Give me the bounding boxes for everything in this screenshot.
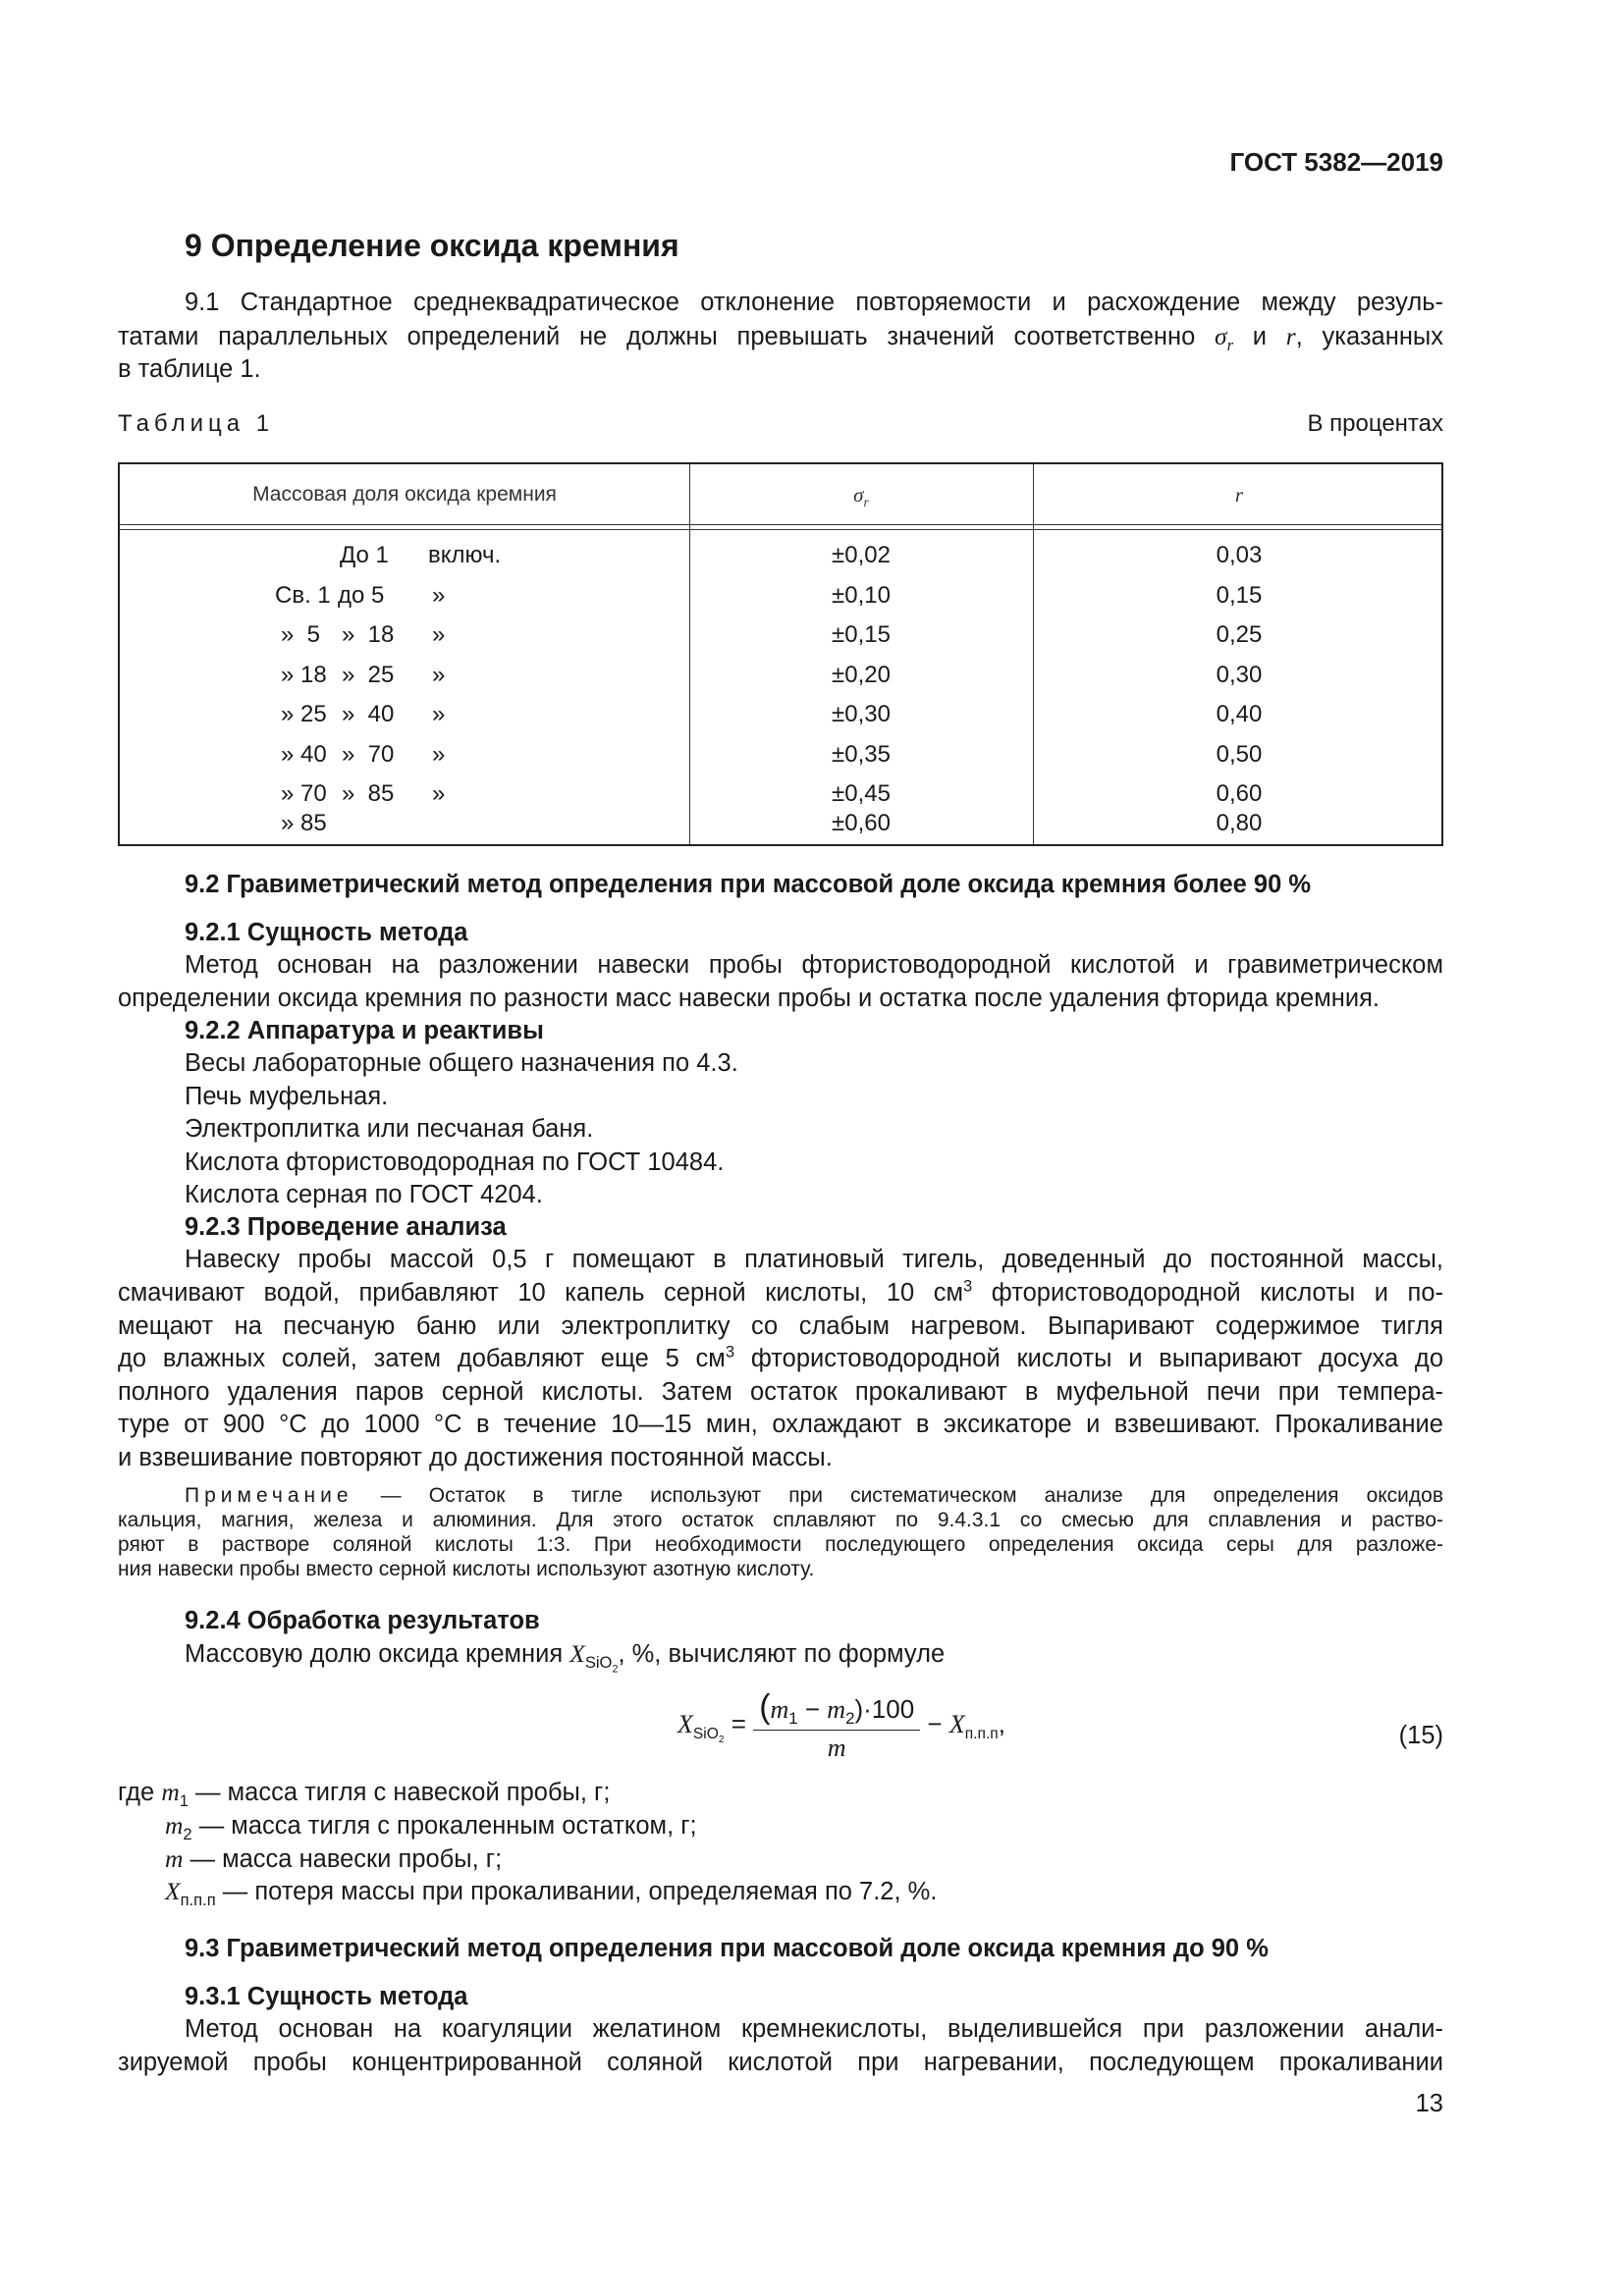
sigma-header-sub: r bbox=[863, 495, 869, 510]
heading-9-3-1: 9.3.1 Сущность метода bbox=[185, 1983, 468, 2010]
table-1 bbox=[118, 462, 1443, 846]
formula-fraction bbox=[753, 1688, 920, 1763]
para-9-2-1-line-2: определении оксида кремния по разности масс навески пробы и остатка после удаления фторида кремния. bbox=[118, 985, 1380, 1012]
r-value: 0,60 bbox=[1216, 780, 1263, 807]
range-suffix: » bbox=[432, 661, 446, 688]
range-from: До 1 bbox=[340, 542, 389, 568]
minus-sign: − bbox=[927, 1708, 949, 1738]
sigma-value: ±0,60 bbox=[832, 810, 891, 836]
heading-9-2-3: 9.2.3 Проведение анализа bbox=[185, 1213, 507, 1241]
r-value: 0,25 bbox=[1216, 621, 1263, 648]
denominator: m bbox=[827, 1734, 846, 1762]
para-9-2-3-line-1: Навеску пробы массой 0,5 г помещают в платиновый тигель, доведенный до постоянной массы, bbox=[185, 1246, 1443, 1273]
heading-9-2-2: 9.2.2 Аппаратура и реактивы bbox=[185, 1017, 544, 1044]
range-to: » 40 bbox=[342, 701, 395, 727]
table-caption: Таблица 1 bbox=[118, 410, 275, 437]
range-from: » 40 bbox=[281, 740, 327, 768]
text: Массовую долю оксида кремния bbox=[185, 1640, 570, 1668]
symbol-x: X bbox=[569, 1639, 585, 1668]
para-9-1-line-1: 9.1 Стандартное среднеквадратическое отклонение повторяемости и расхождение между резуль- bbox=[185, 289, 1443, 316]
section-title: 9 Определение оксида кремния bbox=[185, 228, 679, 263]
r-symbol: r bbox=[1285, 322, 1296, 350]
text: фтористоводородной кислоты и выпаривают досуха до bbox=[734, 1345, 1443, 1372]
text: до влажных солей, затем добавляют еще 5 см bbox=[118, 1345, 726, 1372]
table-row bbox=[120, 735, 1441, 775]
range-from: » 5 bbox=[281, 621, 321, 648]
sigma-value: ±0,20 bbox=[832, 661, 891, 688]
standard-id: ГОСТ 5382—2019 bbox=[1229, 147, 1443, 177]
superscript: 3 bbox=[963, 1276, 973, 1296]
range-suffix: » bbox=[432, 581, 446, 609]
r-value: 0,15 bbox=[1216, 581, 1263, 609]
list-item: Кислота фтористоводородная по ГОСТ 10484. bbox=[185, 1148, 725, 1176]
sigma-value: ±0,30 bbox=[832, 701, 891, 727]
range-from: » 85 bbox=[281, 810, 327, 836]
table-row bbox=[120, 536, 1441, 576]
column-header-mass-fraction: Массовая доля оксида кремния bbox=[252, 483, 557, 506]
range-from: » 70 bbox=[281, 780, 327, 807]
range-to: » 25 bbox=[342, 661, 395, 688]
note-text: — Остаток в тигле используют при систематическом анализе для определения оксидов bbox=[352, 1484, 1443, 1507]
range-suffix: » bbox=[432, 780, 446, 807]
table-row bbox=[120, 804, 1441, 844]
header-rule-double bbox=[120, 529, 1441, 530]
where-line-1: где $m_1$ — масса тигля с навеской пробы, г; bbox=[118, 1778, 611, 1811]
sigma-value: ±0,10 bbox=[832, 581, 891, 609]
numerator: $(m_1 - m_2)\cdot 100$ bbox=[753, 1688, 920, 1731]
para-9-3-1-line-2: зируемой пробы концентрированной соляной кислотой при нагревании, последующем прокаливании bbox=[118, 2049, 1443, 2076]
r-value: 0,40 bbox=[1216, 701, 1263, 727]
heading-9-2: 9.2 Гравиметрический метод определения при массовой доле оксида кремния более 90 % bbox=[185, 871, 1312, 898]
list-item: Кислота серная по ГОСТ 4204. bbox=[185, 1181, 543, 1208]
where-line-4: $X_{п.п.п}$ — потеря массы при прокаливании, определяемая по 7.2, %. bbox=[165, 1877, 938, 1910]
column-header-sigma bbox=[689, 464, 1033, 525]
text: , %, вычисляют по формуле bbox=[618, 1640, 946, 1668]
range-suffix: » bbox=[432, 621, 446, 648]
list-item: Весы лабораторные общего назначения по 4.3. bbox=[185, 1049, 738, 1077]
xppp-subscript: п.п.п bbox=[964, 1726, 999, 1743]
r-value: 0,80 bbox=[1216, 810, 1263, 836]
range-suffix: » bbox=[432, 740, 446, 768]
sigma-value: ±0,02 bbox=[832, 542, 891, 568]
sigma-header: σ bbox=[853, 483, 864, 507]
para-9-2-1-line-1: Метод основан на разложении навески пробы фтористоводородной кислотой и гравиметрическом bbox=[185, 951, 1443, 979]
para-9-1-line-3: в таблице 1. bbox=[118, 355, 261, 383]
table-row bbox=[120, 576, 1441, 616]
range-to: до 5 bbox=[338, 581, 385, 609]
sigma-value: ±0,15 bbox=[832, 621, 891, 648]
sigma-value: ±0,45 bbox=[832, 780, 891, 807]
formula-number: (15) bbox=[1398, 1722, 1443, 1749]
formula-15: $X_{SiO_2}$ = $\frac{(m_1 - m_2)\cdot 100}{m}$ − $X_{п.п.п}$, bbox=[677, 1688, 1005, 1762]
page-number: 13 bbox=[1415, 2090, 1443, 2117]
para-9-2-3-line-3: мещают на песчаную баню или электроплитку со слабым нагревом. Выпаривают содержимое тигля bbox=[118, 1312, 1443, 1340]
superscript: 3 bbox=[725, 1342, 735, 1362]
para-9-3-1-line-1: Метод основан на коагуляции желатином кремнекислоты, выделившейся при разложении анали- bbox=[185, 2015, 1443, 2043]
range-to: » 70 bbox=[342, 740, 395, 768]
table-row bbox=[120, 615, 1441, 656]
para-text: татами параллельных определений не должны превышать значений соответственно bbox=[118, 323, 1196, 350]
note-line-3: ряют в растворе соляной кислоты 1:3. При необходимости последующего определения оксида серы для разложе- bbox=[118, 1533, 1443, 1556]
range-suffix: включ. bbox=[428, 542, 502, 568]
and-word: и bbox=[1252, 323, 1268, 350]
para-9-2-4-line-1 bbox=[185, 1637, 946, 1676]
r-value: 0,30 bbox=[1216, 661, 1263, 688]
equals-sign: = bbox=[731, 1708, 746, 1738]
sigma-value: ±0,35 bbox=[832, 740, 891, 768]
sio2-subscript: SiO2 bbox=[692, 1726, 725, 1746]
list-item: Печь муфельная. bbox=[185, 1083, 389, 1110]
para-tail: , указанных bbox=[1295, 323, 1443, 350]
range-from: Св. 1 bbox=[275, 581, 331, 609]
table-row bbox=[120, 656, 1441, 696]
para-9-2-3-line-4 bbox=[118, 1343, 1443, 1375]
note-line-2: кальция, магния, железа и алюминия. Для этого остаток сплавляют по 9.4.3.1 со смесью для сплавления и раство- bbox=[118, 1509, 1443, 1531]
para-9-2-3-line-5: полного удаления паров серной кислоты. Затем остаток прокаливают в муфельной печи при темпера- bbox=[118, 1378, 1443, 1406]
range-to: » 85 bbox=[342, 780, 395, 807]
text: смачивают водой, прибавляют 10 капель серной кислоты, 10 см bbox=[118, 1279, 964, 1307]
heading-9-3: 9.3 Гравиметрический метод определения при массовой доле оксида кремния до 90 % bbox=[185, 1935, 1269, 1962]
table-units: В процентах bbox=[1307, 410, 1443, 437]
symbol-x: X bbox=[948, 1709, 965, 1738]
text: фтористоводородной кислоты и по- bbox=[972, 1279, 1443, 1307]
sigma-subscript: r bbox=[1226, 336, 1234, 355]
para-9-2-3-line-6: туре от 900 °С до 1000 °С в течение 10—15 мин, охлаждают в эксикаторе и взвешивают. Прокаливание bbox=[118, 1411, 1443, 1438]
para-9-1-line-2 bbox=[118, 320, 1443, 353]
para-9-2-3-line-7: и взвешивание повторяют до достижения постоянной массы. bbox=[118, 1444, 833, 1471]
symbol-x: X bbox=[677, 1709, 693, 1738]
range-from: » 18 bbox=[281, 661, 327, 688]
list-item: Электроплитка или песчаная баня. bbox=[185, 1115, 594, 1143]
heading-9-2-1: 9.2.1 Сущность метода bbox=[185, 919, 468, 946]
note-label: Примечание bbox=[185, 1484, 353, 1507]
para-9-2-3-line-2 bbox=[118, 1277, 1443, 1309]
heading-9-2-4: 9.2.4 Обработка результатов bbox=[185, 1607, 540, 1634]
table-row bbox=[120, 695, 1441, 735]
column-header-r: r bbox=[1234, 483, 1244, 507]
where-line-3: m — масса навески пробы, г; bbox=[165, 1844, 503, 1873]
range-to: » 18 bbox=[342, 621, 395, 648]
range-from: » 25 bbox=[281, 701, 327, 727]
r-value: 0,50 bbox=[1216, 740, 1263, 768]
range-suffix: » bbox=[432, 701, 446, 727]
where-line-2: $m_2$ — масса тигля с прокаленным остатком, г; bbox=[165, 1811, 697, 1844]
note-line-4: ния навески пробы вместо серной кислоты используют азотную кислоту. bbox=[118, 1558, 815, 1580]
sigma-symbol: σ bbox=[1215, 322, 1227, 350]
note-line-1 bbox=[118, 1484, 1443, 1509]
sio2-subscript: SiO2 bbox=[584, 1653, 619, 1676]
r-value: 0,03 bbox=[1216, 542, 1263, 568]
